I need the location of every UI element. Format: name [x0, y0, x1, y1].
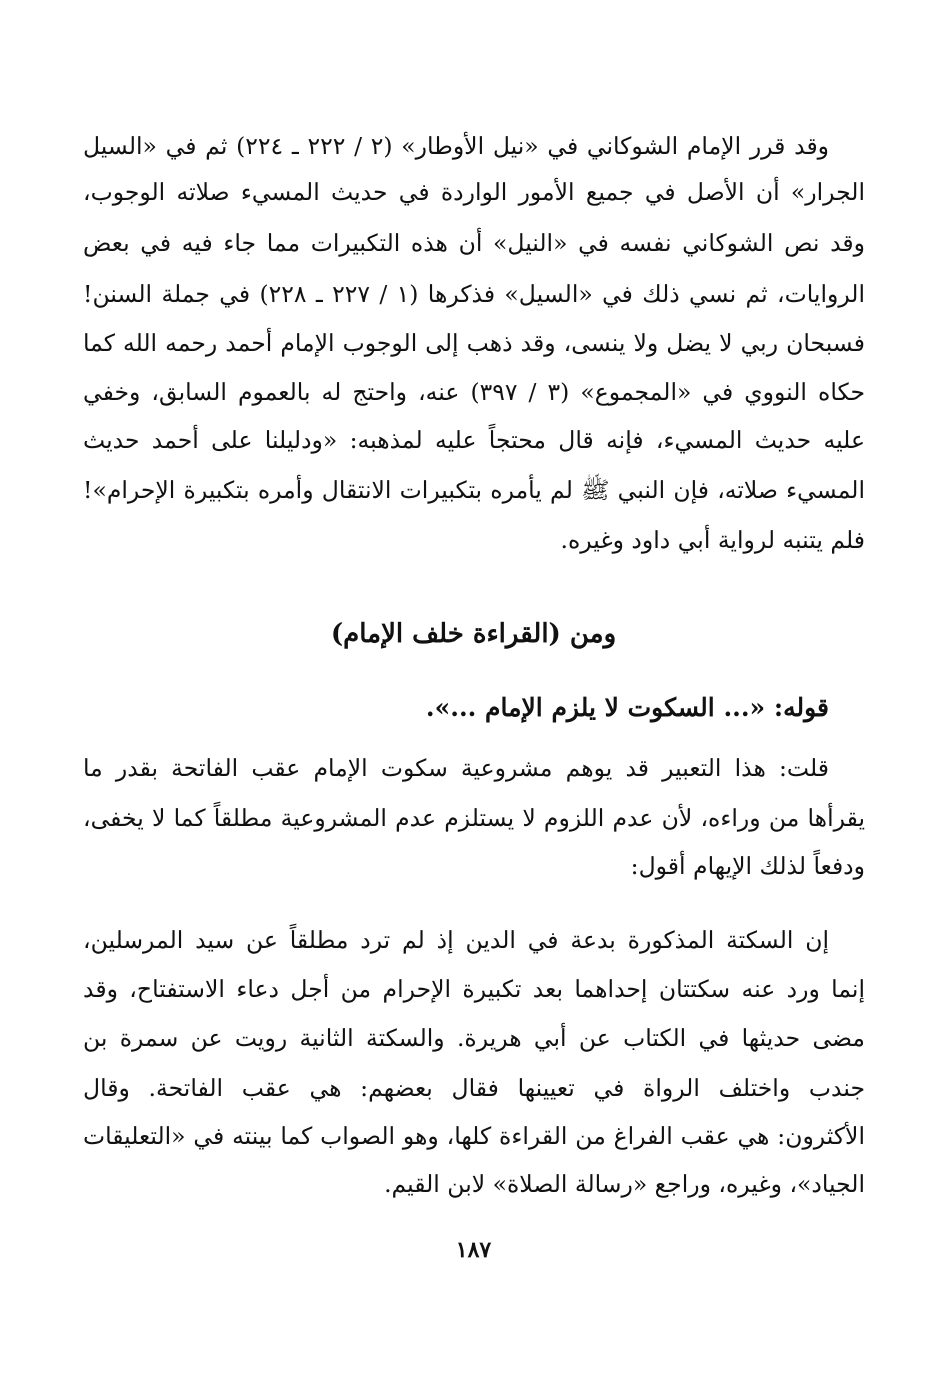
paragraph-2-line: يقرأها من وراءه، لأن عدم اللزوم لا يستلزم عدم المشروعية مطلقاً كما لا يخفى، — [83, 804, 865, 832]
paragraph-1-line: الروايات، ثم نسي ذلك في «السيل» فذكرها (١ / ٢٢٧ ـ ٢٢٨) في جملة السنن! — [83, 280, 865, 308]
paragraph-1-line: فسبحان ربي لا يضل ولا ينسى، وقد ذهب إلى الوجوب الإمام أحمد رحمه الله كما — [83, 329, 865, 357]
page-number: ١٨٧ — [455, 1237, 492, 1263]
paragraph-1-line: فلم يتنبه لرواية أبي داود وغيره. — [560, 526, 865, 554]
paragraph-1-line: عليه حديث المسيء، فإنه قال محتجاً عليه لمذهبه: «ودليلنا على أحمد حديث — [83, 426, 865, 454]
paragraph-2-line: قلت: هذا التعبير قد يوهم مشروعية سكوت الإمام عقب الفاتحة بقدر ما — [83, 754, 829, 782]
paragraph-1-line: الجرار» أن الأصل في جميع الأمور الواردة في حديث المسيء صلاته الوجوب، — [83, 178, 865, 206]
paragraph-1-line: وقد قرر الإمام الشوكاني في «نيل الأوطار» (٢ / ٢٢٢ ـ ٢٢٤) ثم في «السيل — [83, 132, 830, 160]
paragraph-3-line: مضى حديثها في الكتاب عن أبي هريرة. والسكتة الثانية رويت عن سمرة بن — [83, 1024, 865, 1052]
paragraph-2-line: ودفعاً لذلك الإيهام أقول: — [630, 852, 865, 880]
paragraph-3-line: جندب واختلف الرواة في تعيينها فقال بعضهم: هي عقب الفاتحة. وقال — [83, 1074, 865, 1102]
quote-line: قوله: «... السكوت لا يلزم الإمام ...». — [425, 693, 829, 722]
paragraph-1-line: المسيء صلاته، فإن النبي ﷺ لم يأمره بتكبيرات الانتقال وأمره بتكبيرة الإحرام»! — [83, 476, 865, 504]
paragraph-1-line: حكاه النووي في «المجموع» (٣ / ٣٩٧) عنه، واحتج له بالعموم السابق، وخفي — [83, 378, 865, 406]
paragraph-3-line: إنما ورد عنه سكتتان إحداهما بعد تكبيرة الإحرام من أجل دعاء الاستفتاح، وقد — [83, 975, 865, 1003]
paragraph-3-line: الأكثرون: هي عقب الفراغ من القراءة كلها، وهو الصواب كما بينته في «التعليقات — [83, 1122, 865, 1150]
paragraph-3-line: إن السكتة المذكورة بدعة في الدين إذ لم ترد مطلقاً عن سيد المرسلين، — [83, 926, 829, 954]
paragraph-1-line: وقد نص الشوكاني نفسه في «النيل» أن هذه التكبيرات مما جاء فيه في بعض — [83, 229, 865, 257]
paragraph-3-line: الجياد»، وغيره، وراجع «رسالة الصلاة» لابن القيم. — [384, 1170, 865, 1198]
section-heading: ومن (القراءة خلف الإمام) — [330, 619, 617, 649]
